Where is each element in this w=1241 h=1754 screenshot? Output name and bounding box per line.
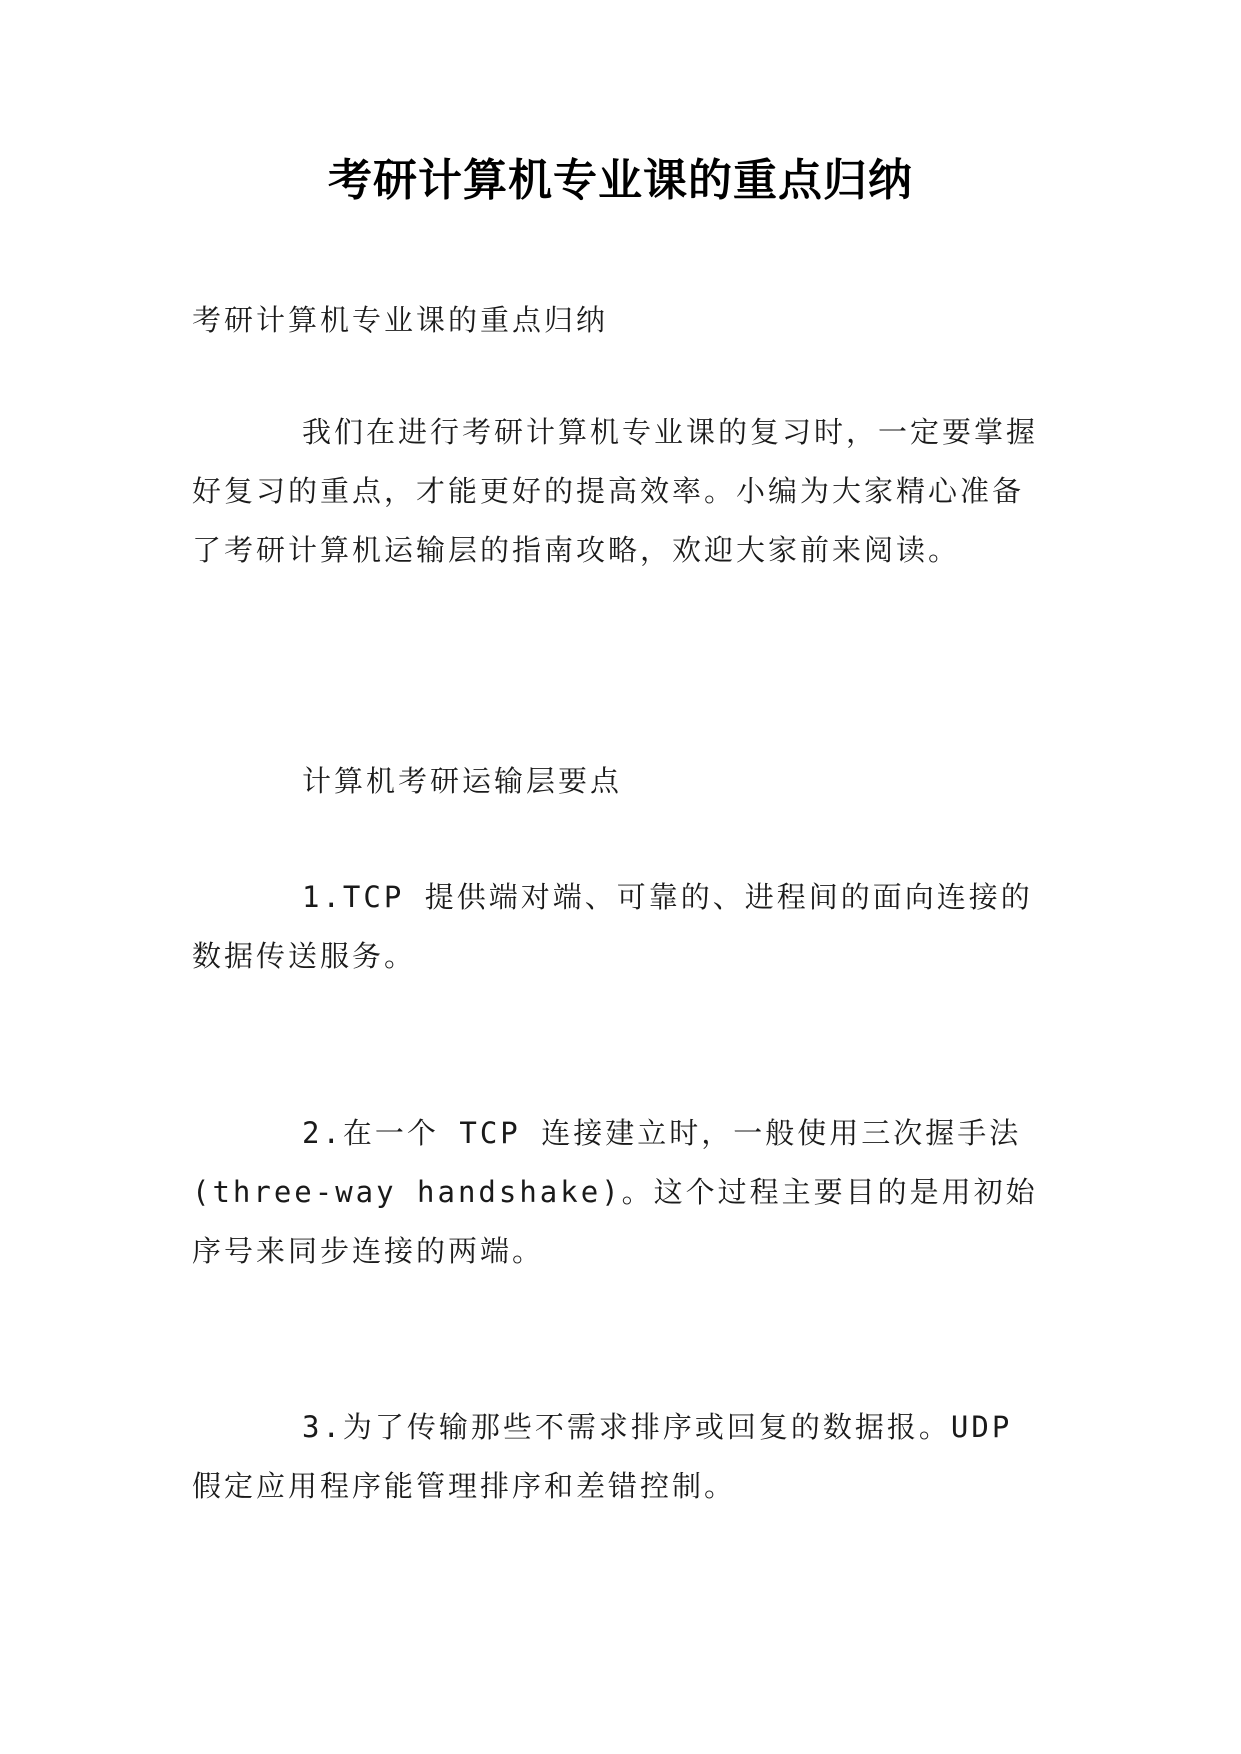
intro-paragraph: 我们在进行考研计算机专业课的复习时，一定要掌握好复习的重点，才能更好的提高效率。小编为大家精心准备了考研计算机运输层的指南攻略，欢迎大家前来阅读。 — [192, 415, 1039, 567]
point-paragraph-3: 3.为了传输那些不需求排序或回复的数据报。UDP 假定应用程序能管理排序和差错控制。 — [192, 1410, 1013, 1503]
point-paragraph-1: 1.TCP 提供端对端、可靠的、进程间的面向连接的数据传送服务。 — [192, 880, 1033, 973]
point-paragraph-2: 2.在一个 TCP 连接建立时，一般使用三次握手法(three-way handshake)。这个过程主要目的是用初始序号来同步连接的两端。 — [192, 1116, 1038, 1268]
document-subtitle: 考研计算机专业课的重点归纳 — [192, 303, 609, 337]
section-heading: 计算机考研运输层要点 — [302, 764, 623, 798]
page-title: 考研计算机专业课的重点归纳 — [328, 155, 913, 206]
